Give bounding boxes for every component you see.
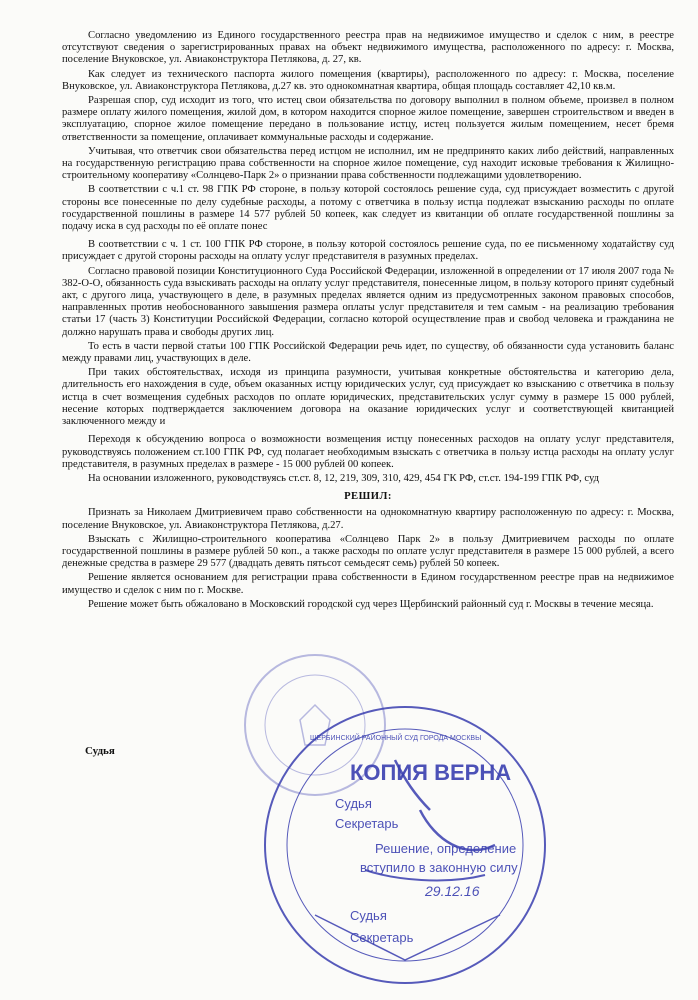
stamp-date: 29.12.16	[425, 883, 480, 899]
resolution-recognize: Признать за Николаем Дмитриевичем право собственности на однокомнатную квартиру расположенную по адресу: г. Москва, поселение Внуковское, ул. Авиаконструктора Петлякова, д.27.	[62, 507, 674, 531]
stamp-judge: Судья	[335, 796, 372, 811]
stamp-entered-force: вступило в законную силу	[360, 860, 518, 875]
certified-copy-stamp	[255, 700, 560, 995]
paragraph-representative-costs: Переходя к обсуждению вопроса о возможности возмещения истцу понесенных расходов на оплату услуг представителя, руководствуясь положением ст.100 ГПК РФ, суд полагает необходимым взыскать с ответчика в пользу истца расходы на оплату услуг представителя, в разумных пределах в размере - 15 000 рублей 00 копеек.	[62, 434, 674, 470]
paragraph-art98: В соответствии с ч.1 ст. 98 ГПК РФ стороне, в пользу которой состоялось решение суда, суд присуждает возместить с другой стороны все понесенные по делу судебные расходы, а потому с ответчика в пользу истца подлежат взысканию расходы по оплате государственной пошлины в размере 14 577 рублей 50 копеек, как следует из квитанции об оплате государственной пошлины за подачу иска в суд расходы по её оплате понес	[62, 184, 674, 233]
paragraph-reasonableness: При таких обстоятельствах, исходя из принципа разумности, учитывая конкретные обстоятельства и категорию дела, длительность его нахождения в суде, объем оказанных истцу юридических услуг, суд присуждает ко взысканию с ответчика в пользу истца в счет возмещения судебных расходов по оплате юридических, представительских услуг сумму в размере 15 000 рублей, несение которых подтверждается заключением договора на оказание юридических услуг и соответствующей квитанцией заключенного между и	[62, 367, 674, 428]
resolution-title: РЕШИЛ:	[344, 491, 392, 503]
document-body	[62, 30, 674, 613]
resolution-appeal: Решение может быть обжаловано в Московский городской суд через Щербинский районный суд г. Москвы в течение месяца.	[88, 598, 654, 610]
stamp-secretary-2: Секретарь	[350, 930, 414, 945]
paragraph-defendant-obligations: Учитывая, что ответчик свои обязательства перед истцом не исполнил, им не предпринято каких либо действий, направленных на государственную регистрацию права собственности на спорное жилое помещение, суд находит исковые требования к Жилищно-строительному кооперативу «Солнцево-Парк 2» о признании права собственности подлежащими удовлетворению.	[62, 145, 674, 182]
paragraph-tech-passport: Как следует из технического паспорта жилого помещения (квартиры), расположенного по адресу: г. Москва, поселение Внуковское, ул. Авиаконструктора Петлякова, д.27 кв. это однокомнатная квартира, общая площадь составляет 42,10 кв.м.	[62, 68, 674, 92]
judge-signature-label: Судья	[85, 745, 115, 757]
stamp-judge-2: Судья	[350, 908, 387, 923]
resolution-recover: Взыскать с Жилищно-строительного кооператива «Солнцево Парк 2» в пользу Дмитриевичем расходы по оплате государственной пошлины в размере рублей 50 коп., а также расходы по оплате услуг представителя в размере 15 000 рублей, а всего денежные средства в размере 29 577 (двадцать девять пятьсот семьдесят семь) рублей 50 копеек.	[62, 533, 674, 570]
stamp-court-text: ЩЕРБИНСКИЙ РАЙОННЫЙ СУД ГОРОДА МОСКВЫ	[310, 735, 482, 742]
stamp-title: КОПИЯ ВЕРНА	[350, 760, 512, 785]
stamp-secretary: Секретарь	[335, 816, 399, 831]
paragraph-art100: В соответствии с ч. 1 ст. 100 ГПК РФ стороне, в пользу которой состоялось решение суда, по ее письменному ходатайству суд присуждает с другой стороны расходы на оплату услуг представителя в разумных пределах.	[62, 239, 674, 263]
paragraph-constitutional-court: Согласно правовой позиции Конституционного Суда Российской Федерации, изложенной в определении от 17 июля 2007 года № 382-О-О, обязанность суда взыскивать расходы на оплату услуг представителя, понесенные лицом, в пользу которого принят судебный акт, с другого лица, участвующего в деле, в разумных пределах является одним из предусмотренных законом правовых способов, направленных против необоснованного завышения размера оплаты услуг представителя и тем самым - на реализацию требования статьи 17 (часть 3) Конституции Российской Федерации, согласно которой осуществление прав и свобод человека и гражданина не должно нарушать права и свободы других лиц.	[62, 265, 674, 338]
stamp-decision: Решение, определение	[375, 841, 517, 856]
paragraph-legal-basis: На основании изложенного, руководствуясь ст.ст. 8, 12, 219, 309, 310, 429, 454 ГК РФ, ст.ст. 194-199 ГПК РФ, суд	[88, 472, 599, 484]
paragraph-registry: Согласно уведомлению из Единого государственного реестра прав на недвижимое имущество и сделок с ним, в реестре отсутствуют сведения о зарегистрированных правах на объект недвижимого имущества, расположенного по адресу: г. Москва, поселение Внуковское, ул. Авиаконструктора Петлякова, д. 27, кв.	[62, 30, 674, 66]
paragraph-dispute: Разрешая спор, суд исходит из того, что истец свои обязательства по договору выполнил в полном объеме, произвел в полном размере оплату жилого помещения, жилой дом, в котором находится спорное жилое помещение, завершен строительством и введен в эксплуатацию, спорное жилое помещение передано в пользование истцу, истец пользуется жилым помещением, несет бремя ответственности за помещение, оплачивает коммунальные расходы и содержание.	[62, 95, 674, 143]
resolution-registration: Решение является основанием для регистрации права собственности в Едином государственном реестре прав на недвижимое имущество и сделок с ним по г. Москве.	[62, 572, 674, 596]
paragraph-balance: То есть в части первой статьи 100 ГПК Российской Федерации речь идет, по существу, об обязанности суда установить баланс между правами лиц, участвующих в деле.	[62, 340, 674, 365]
